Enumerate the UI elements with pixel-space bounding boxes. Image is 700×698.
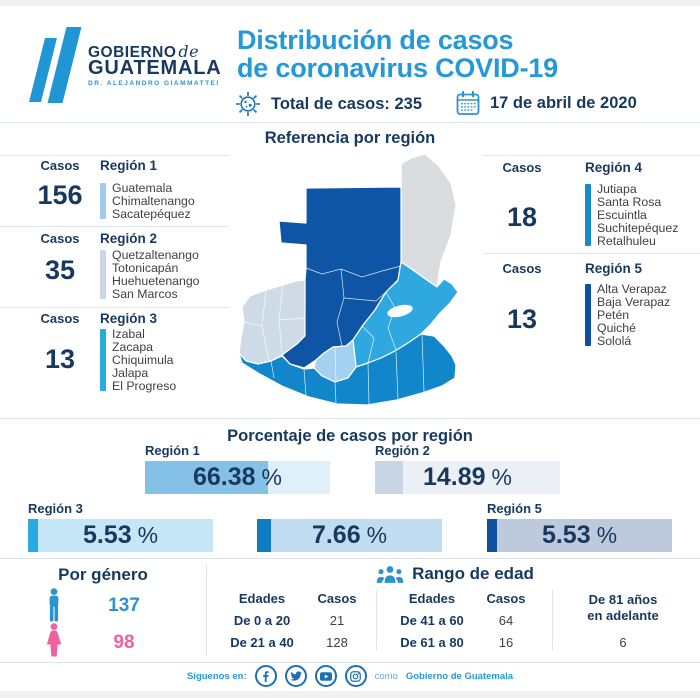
cases-count: 13 [44,344,76,374]
age-range: De 21 a 40 [230,635,294,650]
bottom-strip [0,691,700,698]
department: El Progreso [112,379,177,394]
pct-bar-label: Región 5 [487,501,542,516]
top-strip [0,0,700,6]
over-80-label: De 81 años en adelante [587,592,659,623]
department: Sacatepéquez [112,207,191,222]
report-date [455,90,637,117]
department: Sololá [597,334,632,349]
facebook-icon[interactable] [255,665,277,687]
department: Zacapa [112,340,154,355]
male-count: 137 [108,595,140,616]
reference-title: Referencia por región [264,129,436,147]
follow-label: Síguenos en: [186,670,247,682]
age-title: Rango de edad [412,564,534,583]
ages-header: Edades [238,591,286,606]
pct-unit: % [137,522,159,548]
ages-header: Edades [408,591,456,606]
pct-unit: % [596,522,618,548]
department-list [597,283,670,348]
department: Alta Verapaz [597,282,667,296]
page-title: Distribución de casos de coronavirus COVID-19 [237,25,558,83]
pct-bar-label: Región 2 [375,443,430,458]
region-name: Región 1 [100,158,158,173]
region-color-bar [585,184,591,246]
pct-unit: % [366,522,388,548]
logo-de: de [178,42,200,61]
logo-guatemala: GUATEMALA [88,57,222,79]
cases-header: Casos [317,591,357,606]
department: Izabal [112,327,145,341]
department: Huehuetenango [112,274,200,289]
region-name: Región 5 [585,261,643,276]
pct-bar-region5 [487,501,672,552]
pct-bar-region3 [28,501,213,552]
section-divider [0,418,700,419]
cases-count: 156 [37,180,83,210]
pct-bar-region4 [257,501,442,552]
age-cases: 16 [498,635,514,650]
pct-value: 5.53 [541,521,591,549]
virus-icon [234,90,262,118]
calendar-icon [455,90,481,117]
region-name: Región 2 [100,231,158,246]
pct-bar-region1 [145,443,330,494]
department-list [112,249,200,301]
vertical-divider [552,589,553,651]
department: Chiquimula [112,353,174,368]
total-cases-text: Total de casos: 235 [271,94,423,113]
cases-count: 18 [506,202,538,232]
age-cases: 21 [329,613,345,628]
region-name: Región 3 [100,311,158,326]
age-title-row [210,564,700,584]
gender-title: Por género [58,565,148,584]
region-color-bar [585,284,591,346]
cases-label: Casos [40,231,80,246]
female-icon [45,623,63,657]
pct-unit: % [491,464,512,490]
pct-bar-region2 [375,443,560,494]
pct-bar-label: Región 1 [145,443,200,458]
department-list [112,182,195,221]
pct-bar-label [257,501,442,517]
department: Petén [597,308,630,323]
department-list [112,328,176,393]
cases-label: Casos [502,160,542,175]
region-color-bar [100,329,106,391]
age-range: De 41 a 60 [400,613,464,628]
region-color-bar [100,250,106,299]
pct-value: 66.38 [192,463,256,491]
report-date-text: 17 de abril de 2020 [490,94,637,112]
department: Escuintla [597,208,647,223]
cases-label: Casos [502,261,542,276]
instagram-icon[interactable] [345,665,367,687]
department-list [597,183,678,248]
pct-bar-track [487,519,672,552]
section-divider [0,558,700,559]
department: Retalhuleu [597,234,656,249]
department: Jalapa [112,366,149,381]
department: Guatemala [112,181,173,195]
department: Suchitepéquez [597,221,679,236]
pct-value: 14.89 [422,463,486,491]
department: Jutiapa [597,182,637,196]
cases-count: 13 [506,304,538,334]
region-name: Región 4 [585,160,643,175]
department: Quetzaltenango [112,248,199,262]
male-icon [46,588,62,622]
vertical-divider [376,589,377,651]
logo-gobierno: GOBIERNO de [88,42,200,61]
pct-bar-track [145,461,330,494]
twitter-icon[interactable] [285,665,307,687]
footer [0,665,700,687]
section-divider [0,662,700,663]
divider [484,253,700,254]
pct-bar-label: Región 3 [28,501,83,516]
age-cases: 64 [498,613,514,628]
divider [0,307,228,308]
divider [0,226,228,227]
account-name: Gobierno de Guatemala [405,670,514,682]
pct-bar-track [28,519,213,552]
divider [0,155,228,156]
department: Santa Rosa [597,195,662,210]
pct-bar-track [257,519,442,552]
region-color-bar [100,183,106,219]
guatemala-map [238,150,468,420]
vertical-divider [206,564,207,656]
cases-label: Casos [40,158,80,173]
percentages-title: Porcentaje de casos por región [227,427,473,445]
department: Baja Verapaz [597,295,671,310]
people-icon [376,565,404,584]
age-cases: 128 [326,635,348,650]
cases-header: Casos [486,591,526,606]
header-divider [0,122,700,123]
department: Totonicapán [112,261,179,276]
over-80-cases: 6 [619,635,627,650]
department: Quiché [597,321,636,336]
pct-bar-track [375,461,560,494]
cases-count: 35 [44,255,76,285]
department: San Marcos [112,287,178,302]
youtube-icon[interactable] [315,665,337,687]
cases-label: Casos [40,311,80,326]
total-cases [234,90,422,118]
pct-value: 7.66 [311,521,361,549]
age-range: De 0 a 20 [233,613,291,628]
divider [484,155,700,156]
como-label: como [374,670,398,682]
pct-value: 5.53 [82,521,132,549]
department: Chimaltenango [112,194,195,209]
female-count: 98 [113,632,135,653]
pct-unit: % [261,464,282,490]
logo-subtitle: DR. ALEJANDRO GIAMMATTEI [88,80,220,87]
age-range: De 61 a 80 [400,635,464,650]
